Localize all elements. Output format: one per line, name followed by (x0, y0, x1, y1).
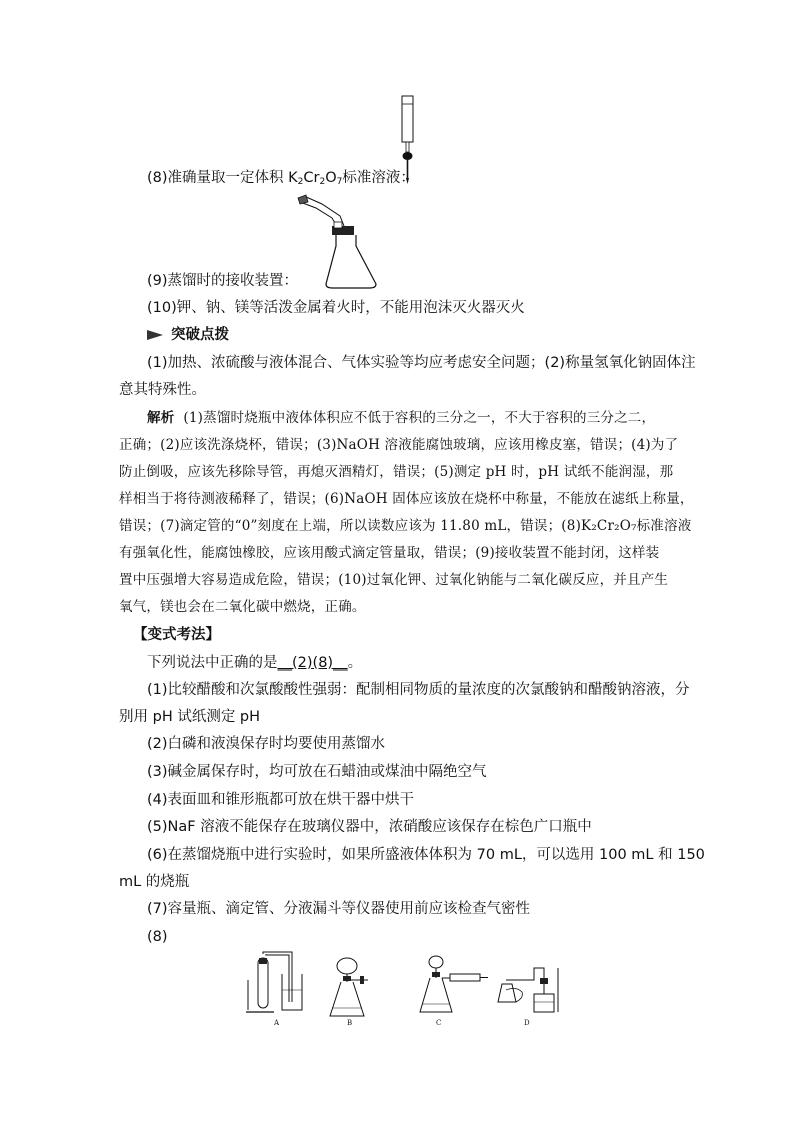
receiving-flask-figure (286, 194, 390, 290)
variant-question: 下列说法中正确的是__(2)(8)__。 (147, 655, 363, 671)
item-8-burette: (8)准确量取一定体积 $K_2Cr_2O_7$标准溶液： (147, 170, 415, 187)
answer-blank: __(2)(8)__ (277, 655, 348, 671)
option-line: (4)表面皿和锥形瓶都可放在烘干器中烘干 (147, 792, 415, 808)
panel-b-apparatus (330, 958, 368, 1027)
item-9-distillation: (9)蒸馏时的接收装置： (147, 273, 299, 289)
panel-a-apparatus (246, 952, 302, 1027)
option-line: (1)比较醋酸和次氯酸酸性强弱：配制相同物质的量浓度的次氯酸钠和醋酸钠溶液，分 (147, 682, 690, 698)
panel-d-label: D (524, 1019, 530, 1027)
analysis-line: 防止倒吸，应该先移除导管，再熄灭酒精灯，错误；(5)测定 pH 时，pH 试纸不能润湿，那 (119, 464, 674, 480)
item-10-fire: (10)钾、钠、镁等活泼金属着火时，不能用泡沫灭火器灭火 (147, 300, 525, 316)
variant-heading: 【变式考法】 (133, 627, 220, 643)
option-line: (8) (147, 929, 168, 945)
analysis-line: 错误；(7)滴定管的“0”刻度在上端，所以读数应该为 11.80 mL，错误；(8)K₂Cr₂O₇标准溶液 (119, 518, 692, 534)
analysis-label: 解析 (147, 410, 175, 426)
analysis-line: 氧气，镁也会在二氧化碳中燃烧，正确。 (119, 599, 366, 615)
option-line: mL 的烧瓶 (119, 874, 190, 890)
option-line: (3)碱金属保存时，均可放在石蜡油或煤油中隔绝空气 (147, 764, 487, 780)
option-line: (6)在蒸馏烧瓶中进行实验时，如果所盛液体体积为 70 mL，可以选用 100 mL 和 150 (147, 847, 705, 863)
airtightness-check-figure (244, 950, 574, 1032)
option-line: (2)白磷和液溴保存时均要使用蒸馏水 (147, 736, 386, 752)
panel-c-apparatus (420, 956, 488, 1027)
panel-d-apparatus (498, 968, 558, 1027)
panel-c-label: C (436, 1019, 442, 1027)
analysis-line: 有强氧化性，能腐蚀橡胶，应该用酸式滴定管量取，错误；(9)接收装置不能封闭，这样装 (119, 545, 660, 561)
panel-b-label: B (347, 1019, 353, 1027)
option-line: (5)NaF 溶液不能保存在玻璃仪器中，浓硝酸应该保存在棕色广口瓶中 (147, 819, 592, 835)
option-line: (7)容量瓶、滴定管、分液漏斗等仪器使用前应该检查气密性 (147, 901, 531, 917)
breakthrough-line: (1)加热、浓硫酸与液体混合、气体实验等均应考虑安全问题；(2)称量氢氧化钠固体注 (147, 355, 696, 371)
analysis-line: 解析 (1)蒸馏时烧瓶中液体体积应不低于容积的三分之一，不大于容积的三分之二， (147, 410, 656, 426)
analysis-line: 样相当于将待测液稀释了，错误；(6)NaOH 固体应该放在烧杯中称量，不能放在滤纸上称量， (119, 491, 694, 507)
breakthrough-line: 意其特殊性。 (119, 382, 206, 398)
panel-a-label: A (274, 1019, 280, 1027)
analysis-line: 正确；(2)应该洗涤烧杯，错误；(3)NaOH 溶液能腐蚀玻璃，应该用橡皮塞，错误；(4)为了 (119, 437, 679, 453)
breakthrough-heading: 突破点拨 (147, 325, 229, 345)
option-line: 别用 pH 试纸测定 pH (119, 709, 261, 725)
arrow-icon (147, 330, 163, 340)
analysis-line: 置中压强增大容易造成危险，错误；(10)过氧化钾、过氧化钠能与二氧化碳反应，并且产生 (119, 572, 669, 588)
